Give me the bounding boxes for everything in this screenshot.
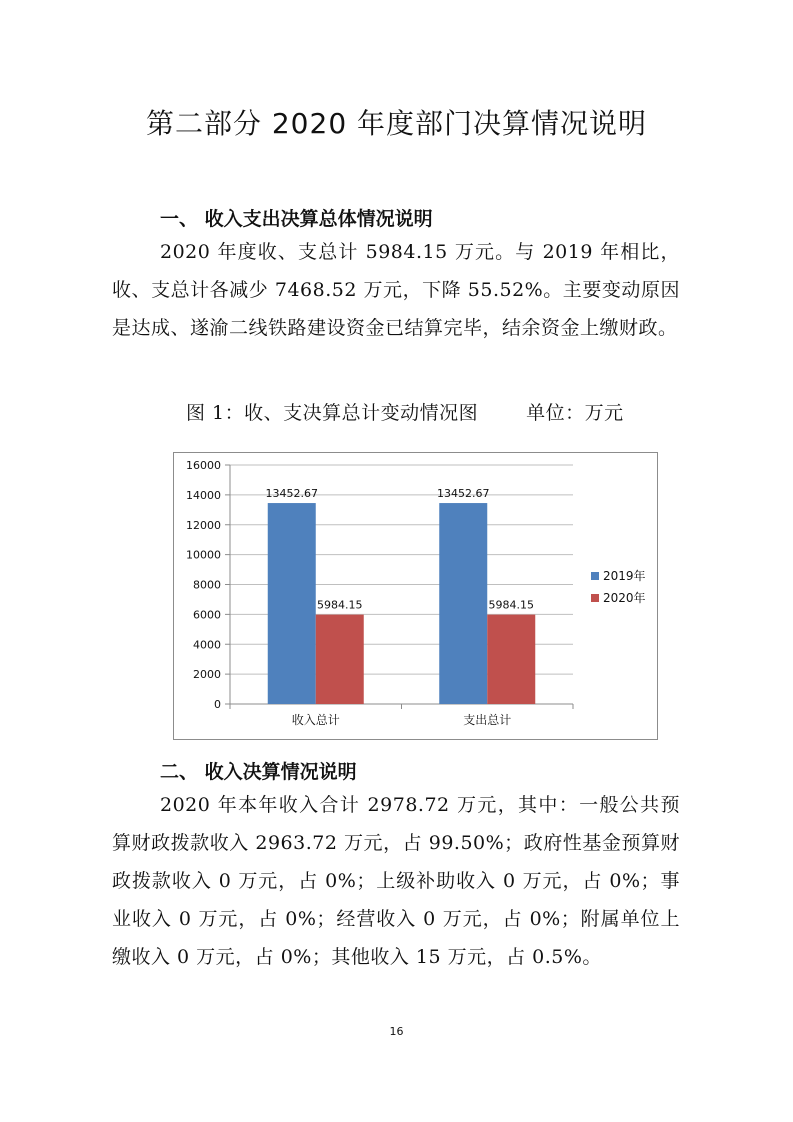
page-number: 16 xyxy=(389,1025,404,1038)
y-tick-label: 8000 xyxy=(193,578,221,592)
x-tick-label: 收入总计 xyxy=(291,713,340,727)
bar-2020年-支出总计 xyxy=(487,615,535,704)
y-tick-label: 12000 xyxy=(186,518,221,532)
legend-swatch xyxy=(591,594,599,602)
chart-canvas xyxy=(173,452,658,740)
bar-chart xyxy=(173,452,658,740)
y-tick-label: 16000 xyxy=(186,459,221,472)
chart-frame xyxy=(174,453,658,740)
y-tick-label: 14000 xyxy=(186,488,221,502)
legend-label: 2020年 xyxy=(603,591,646,605)
y-tick-label: 10000 xyxy=(186,548,221,562)
section-1-paragraph: 2020 年度收、支总计 5984.15 万元。与 2019 年相比，收、支总计各减少 7468.52 万元，下降 55.52%。主要变动原因是达成、遂渝二线铁路建设资金已结算完毕，结余资金上缴财政。 xyxy=(112,241,680,339)
page-title: 第二部分 2020 年度部门决算情况说明 xyxy=(145,107,648,140)
bar-2019年-支出总计 xyxy=(439,503,487,704)
y-tick-label: 4000 xyxy=(193,638,221,652)
x-tick-label: 支出总计 xyxy=(463,713,512,727)
figure-caption xyxy=(186,398,624,425)
section-1-heading: 一、 收入支出决算总体情况说明 xyxy=(160,208,433,230)
section-2-heading: 二、 收入决算情况说明 xyxy=(160,761,357,783)
y-tick-label: 6000 xyxy=(193,608,221,622)
data-label: 5984.15 xyxy=(488,598,534,612)
data-label: 13452.67 xyxy=(265,487,318,501)
y-tick-label: 2000 xyxy=(193,668,221,682)
bar-2020年-收入总计 xyxy=(316,615,364,704)
y-tick-label: 0 xyxy=(214,698,221,711)
data-label: 5984.15 xyxy=(317,598,363,612)
legend-label: 2019年 xyxy=(603,569,646,583)
bar-2019年-收入总计 xyxy=(268,503,316,704)
section-2-paragraph: 2020 年本年收入合计 2978.72 万元，其中：一般公共预算财政拨款收入 2963.72 万元，占 99.50%；政府性基金预算财政拨款收入 0 万元，占 0%；上级补助收入 0 万元，占 0%；事业收入 0 万元，占 0%；经营收入 0 万元，占 0%；附属单位上缴收入 0 万元，占 0%；其他收入 15 万元，占 0.5%。 xyxy=(112,794,680,968)
data-label: 13452.67 xyxy=(437,487,490,501)
figure-caption-text: 图 1：收、支决算总计变动情况图 xyxy=(186,402,479,424)
figure-unit: 单位：万元 xyxy=(526,402,624,424)
legend-swatch xyxy=(591,572,599,580)
